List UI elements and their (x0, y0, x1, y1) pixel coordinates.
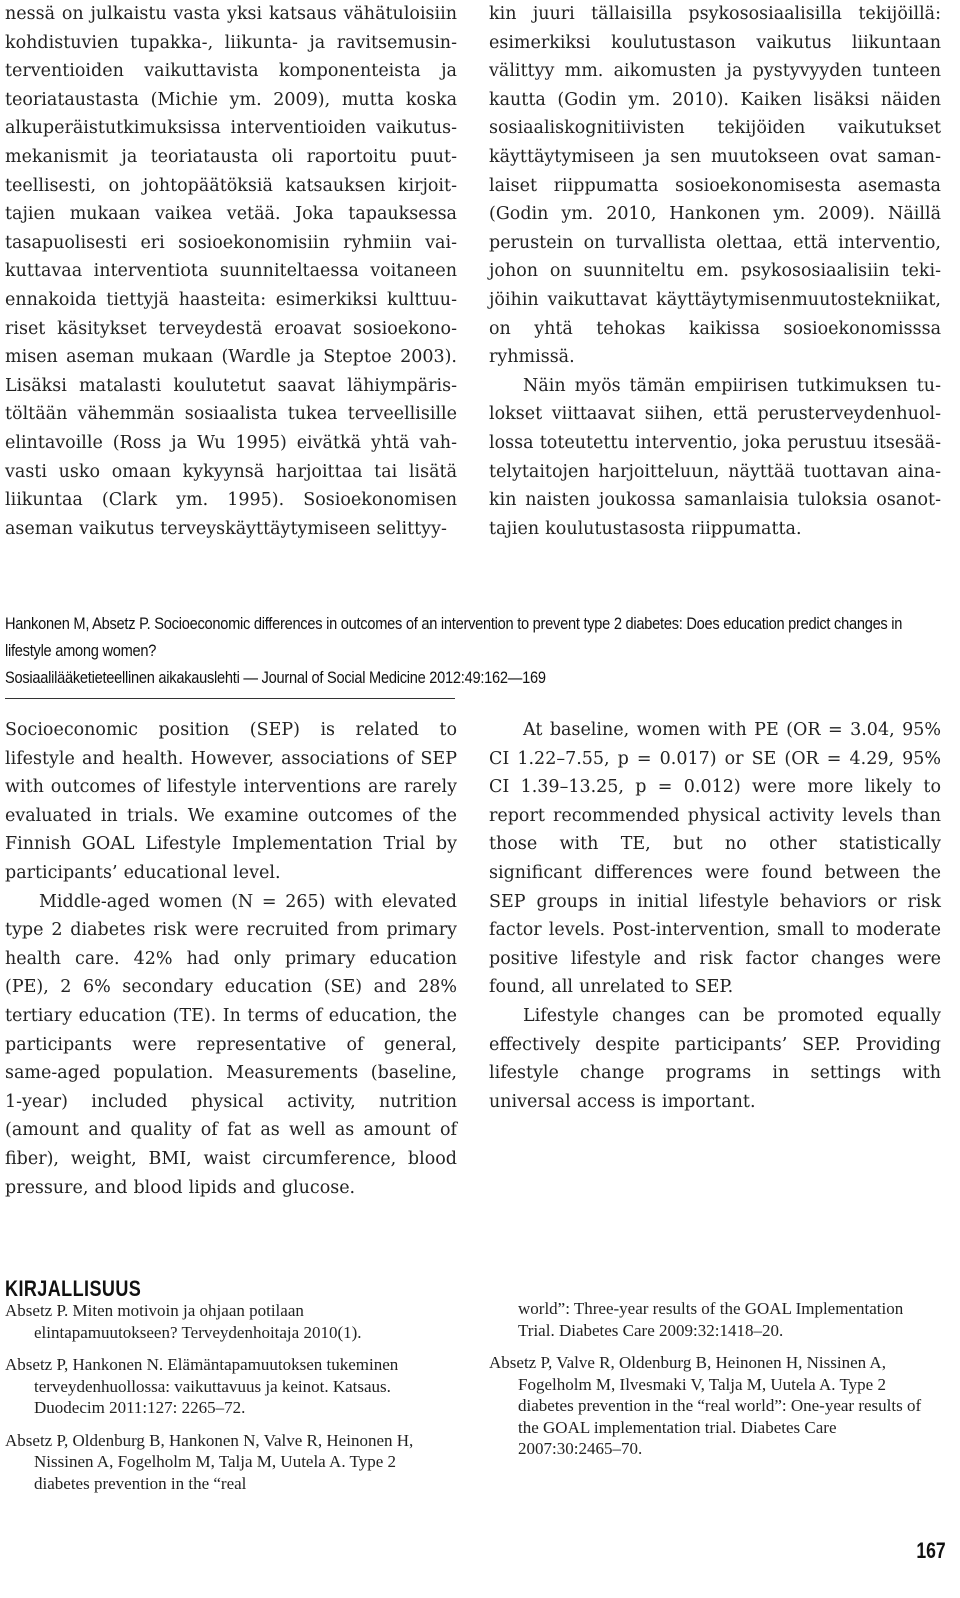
abstract-paragraph: At baseline, women with PE (OR = 3.04, 95% CI 1.22–7.55, p = 0.017) or SE (OR = 4.29, 95% CI 1.39–13.25, p = 0.012) were more likely to report recommended physical activity levels than those with TE, but no other statistically significant differences were found between the SEP groups in initial lifestyle behaviors or risk factor levels. Post-intervention, small to moderate positive lifestyle and risk factor changes were found, all unrelated to SEP. (489, 720, 941, 998)
reference-entry: Absetz P, Valve R, Oldenburg B, Heinonen H, Nissinen A, Fogelholm M, Ilvesmaki V, Talja M, Uutela A. Type 2 diabetes prevention in the “real world”: One-year results of the GOAL implementation trial. Diabetes Care 2007:30:2465–70. (489, 1353, 922, 1458)
finnish-text-right-column (489, 0, 941, 543)
article-reference-journal: Sosiaalilääketieteellinen aikakauslehti — Journal of Social Medicine 2012:49:162—169 (5, 668, 546, 687)
references-right-column (489, 1298, 934, 1471)
finnish-text-left-column (5, 0, 457, 543)
article-reference-title: Hankonen M, Absetz P. Socioeconomic differences in outcomes of an intervention to prevent type 2 diabetes: Does education predict changes in lifestyle among women? (5, 614, 903, 660)
abstract-right-column (489, 716, 941, 1116)
article-reference (5, 610, 935, 691)
abstract-paragraph: Middle-aged women (N = 265) with elevated type 2 diabetes risk were recruited from primary health care. 42% had only primary education (PE), 2 6% secondary education (SE) and 28% tertiary education (TE). In terms of education, the participants were representative of general, same-aged population. Measurements (baseline, 1-year) included physical activity, nutrition (amount and quality of fat as well as amount of fiber), weight, BMI, waist circumference, blood pressure, and blood lipids and glucose. (5, 891, 457, 1198)
finnish-paragraph: Näin myös tämän empiirisen tutkimuksen tulokset viittaavat siihen, että perusterveydenhuollossa toteutettu interventio, joka perustuu itsesäätelytaitojen harjoitteluun, näyttää tuottavan ainakin naisten joukossa samanlaisia tuloksia osanottajien koulutustasosta riippumatta. (489, 375, 941, 539)
finnish-paragraph: kin juuri tällaisilla psykososiaalisilla tekijöillä: esimerkiksi koulutustason vaikutus liikuntaan välittyy mm. aikomusten ja pystyvyyden tunteen kautta (Godin ym. 2010). Kaiken lisäksi näiden sosiaaliskognitiivisten tekijöiden vaikutukset käyttäytymiseen ja sen muutokseen ovat samanlaiset riippumatta sosioekonomisesta asemasta (Godin ym. 2010, Hankonen ym. 2009). Näillä perustein on turvallista olettaa, että interventio, johon on suunniteltu em. psykososiaalisiin tekijöihin vaikuttavat käyttäytymisenmuutostekniikat, on yhtä tehokas kaikissa sosioekonomisssa ryhmissä. (489, 4, 941, 368)
reference-entry: Absetz P, Oldenburg B, Hankonen N, Valve R, Heinonen H, Nissinen A, Fogelholm M, Talja M, Uutela A. Type 2 diabetes prevention in the “real (5, 1430, 414, 1493)
finnish-paragraph: nessä on julkaistu vasta yksi katsaus vähätuloisiin kohdistuvien tupakka-, liikunta- ja ravitsemusinterventioiden vaikuttavista komponenteista ja teoriataustasta (Michie ym. 2009), mutta koska alkuperäistutkimuksissa interventioiden vaikutusmekanismit ja teoriatausta oli raportoitu puutteellisesti, on johtopäätöksiä katsauksen kirjoittajien mukaan vaikea vetää. Joka tapauksessa tasapuolisesti eri sosioekonomisiin ryhmiin vaikuttavaa interventiota suunniteltaessa voitaneen ennakoida tiettyjä haasteita: esimerkiksi kulttuuriset käsitykset terveydestä eroavat sosioekonomisen aseman mukaan (Wardle ja Steptoe 2003). Lisäksi matalasti koulutetut saavat lähiympäristöltään vähemmän sosiaalista tukea terveellisille elintavoille (Ross ja Wu 1995) eivätkä yhtä vahvasti usko omaan kykyynsä harjoittaa tai lisätä liikuntaa (Clark ym. 1995). Sosioekonomisen aseman vaikutus terveyskäyttäytymiseen selittyy- (5, 4, 457, 539)
references-title: KIRJALLISUUS (5, 1276, 142, 1301)
references-left-column (5, 1300, 445, 1505)
page-number: 167 (916, 1538, 946, 1563)
reference-entry: Absetz P, Hankonen N. Elämäntapamuutoksen tukeminen terveydenhuollossa: vaikuttavuus ja keinot. Katsaus. Duodecim 2011:127: 2265–72. (5, 1355, 399, 1417)
reference-entry: world”: Three-year results of the GOAL Implementation Trial. Diabetes Care 2009:32:1418–20. (518, 1299, 904, 1340)
abstract-paragraph: Lifestyle changes can be promoted equally effectively despite participants’ SEP. Providing lifestyle change programs in settings with universal access is important. (489, 1005, 941, 1112)
abstract-paragraph: Socioeconomic position (SEP) is related to lifestyle and health. However, associations of SEP with outcomes of lifestyle interventions are rarely evaluated in trials. We examine outcomes of the Finnish GOAL Lifestyle Implementation Trial by participants’ educational level. (5, 720, 457, 883)
abstract-left-column (5, 716, 457, 1202)
reference-entry: Absetz P. Miten motivoin ja ohjaan potilaan elintapamuutokseen? Terveydenhoitaja 2010(1). (5, 1301, 362, 1342)
divider-rule (5, 698, 455, 699)
